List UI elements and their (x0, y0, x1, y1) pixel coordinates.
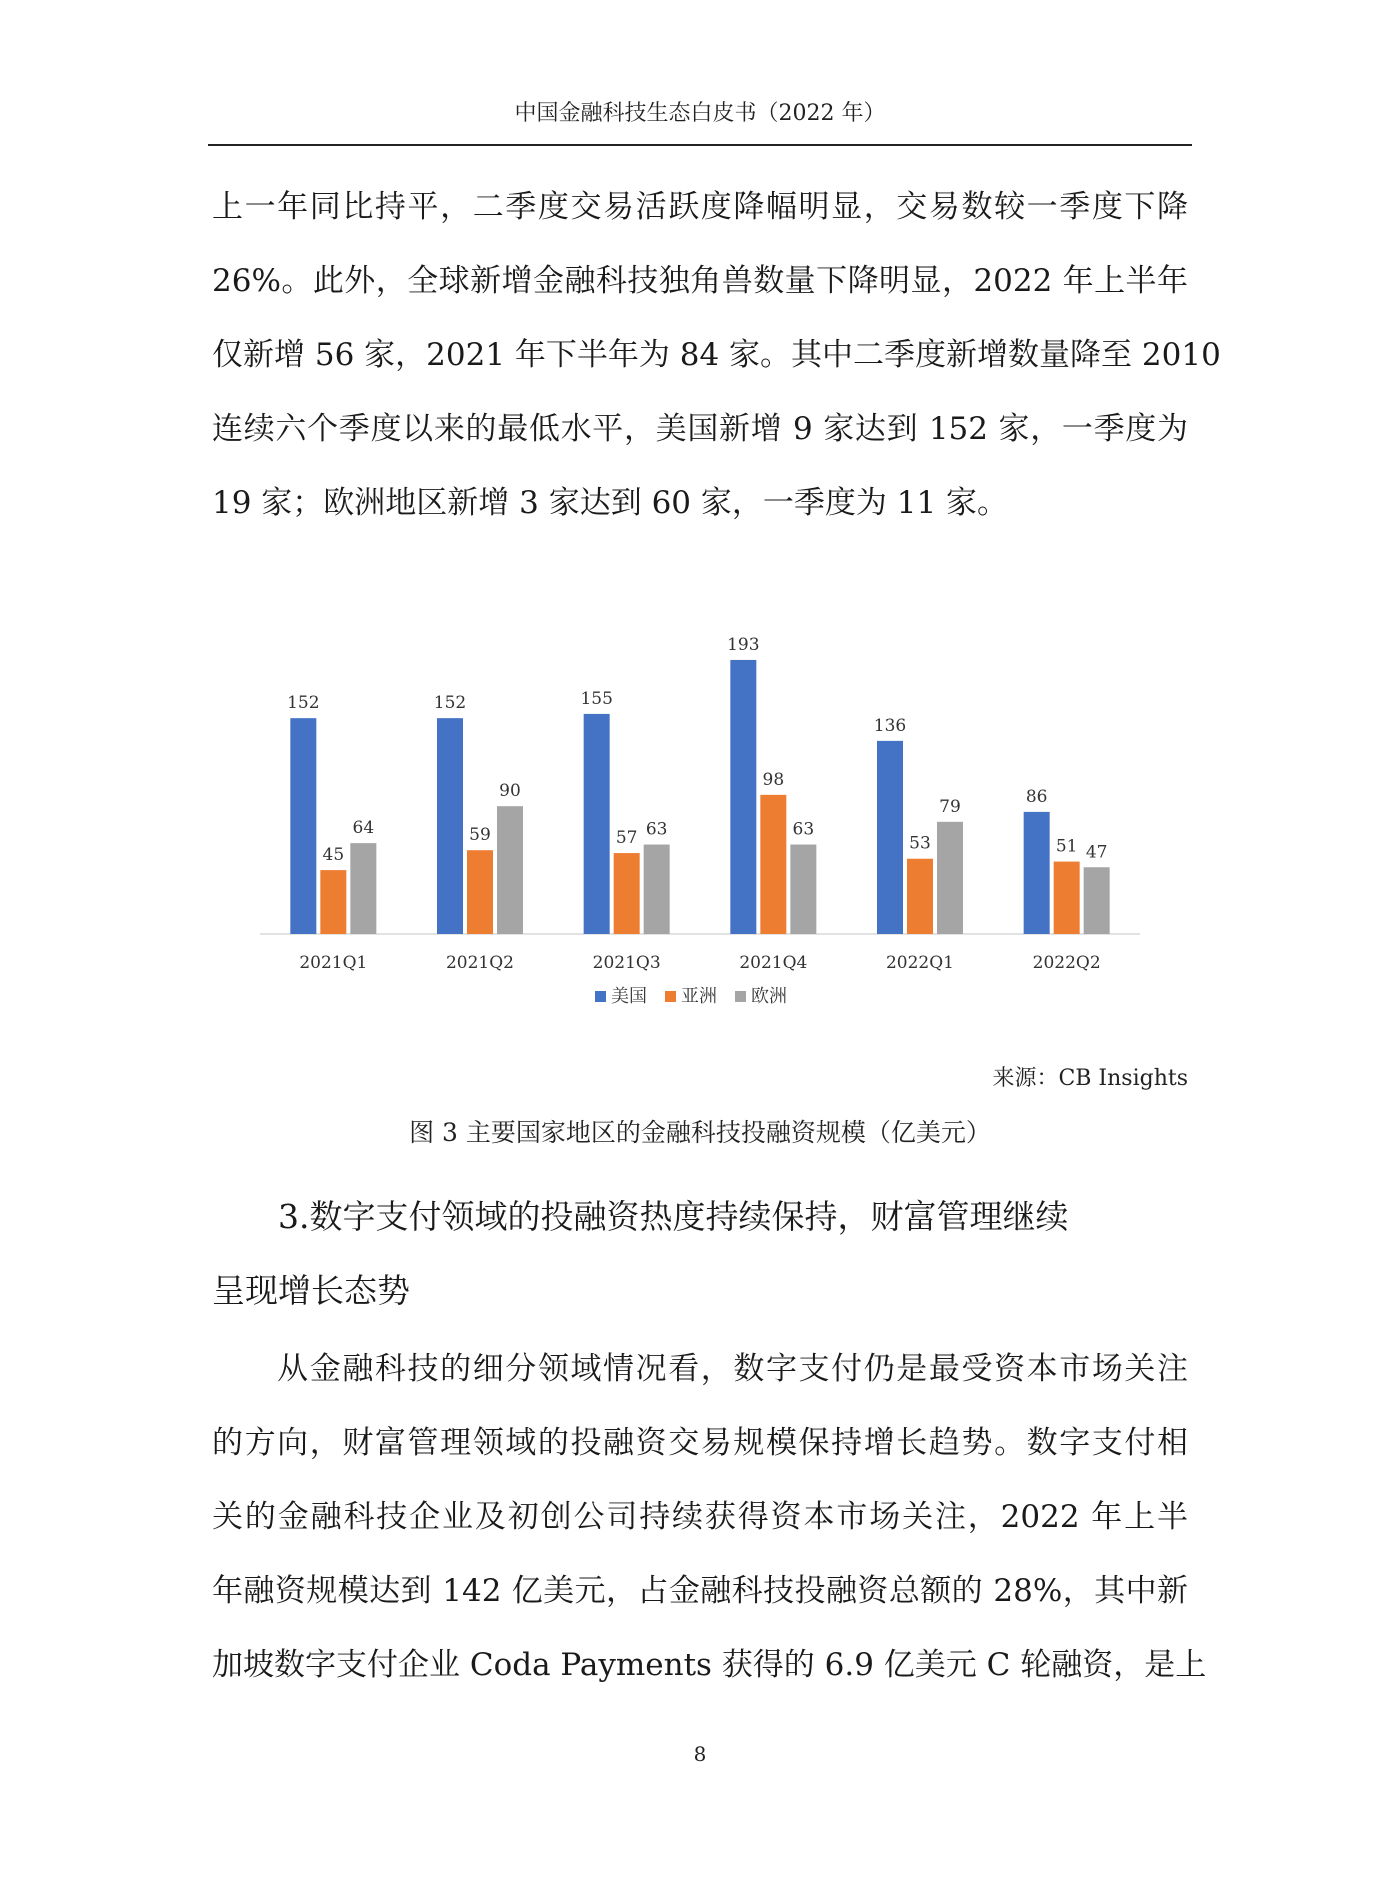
data-label: 64 (352, 818, 375, 839)
data-label: 98 (762, 769, 785, 790)
paragraph-2-line: 的方向，财富管理领域的投融资交易规模保持增长趋势。数字支付相 (212, 1425, 1188, 1461)
bar-美国-2021Q3 (584, 714, 610, 934)
bar-亚洲-2021Q3 (614, 853, 640, 934)
x-tick-label: 2021Q2 (445, 953, 515, 973)
paragraph-1-line: 26%。此外，全球新增金融科技独角兽数量下降明显，2022 年上半年 (212, 263, 1188, 299)
section-heading (212, 1180, 1188, 1328)
page-number: 8 (693, 1742, 707, 1766)
paragraph-2-line: 关的金融科技企业及初创公司持续获得资本市场关注，2022 年上半 (212, 1499, 1188, 1535)
legend-swatch (735, 991, 746, 1002)
page-header: 中国金融科技生态白皮书（2022 年） (514, 101, 886, 126)
section-heading-line: 呈现增长态势 (212, 1271, 410, 1310)
bar-欧洲-2021Q1 (350, 843, 376, 934)
data-label: 57 (615, 828, 638, 849)
bar-chart (250, 600, 1150, 1040)
bar-亚洲-2021Q4 (760, 795, 786, 934)
chart-caption: 图 3 主要国家地区的金融科技投融资规模（亿美元） (409, 1118, 991, 1147)
x-tick-label: 2022Q2 (1032, 953, 1101, 973)
data-label: 63 (645, 819, 668, 840)
data-label: 53 (909, 833, 931, 854)
bar-美国-2021Q1 (290, 718, 316, 934)
data-label: 47 (1085, 842, 1108, 863)
data-label: 45 (322, 845, 345, 866)
paragraph-1 (212, 170, 1221, 540)
x-tick-label: 2021Q1 (299, 953, 368, 973)
bar-欧洲-2022Q2 (1084, 867, 1110, 934)
data-label: 86 (1025, 786, 1048, 807)
data-label: 155 (580, 688, 613, 709)
legend-swatch (595, 991, 606, 1002)
bar-美国-2021Q4 (730, 660, 756, 934)
paragraph-1-line: 仅新增 56 家，2021 年下半年为 84 家。其中二季度新增数量降至 2010 (212, 337, 1221, 373)
bar-亚洲-2022Q1 (907, 859, 933, 934)
bar-美国-2022Q1 (877, 741, 903, 934)
header-rule (208, 144, 1192, 146)
paragraph-2 (212, 1332, 1207, 1702)
bar-亚洲-2021Q2 (467, 850, 493, 934)
data-label: 59 (469, 825, 491, 846)
data-label: 152 (433, 693, 467, 714)
bar-亚洲-2022Q2 (1054, 862, 1080, 934)
section-heading-line: 3.数字支付领域的投融资热度持续保持，财富管理继续 (278, 1197, 1069, 1236)
paragraph-1-line: 上一年同比持平，二季度交易活跃度降幅明显，交易数较一季度下降 (212, 189, 1188, 225)
paragraph-1-line: 19 家；欧洲地区新增 3 家达到 60 家，一季度为 11 家。 (212, 485, 1009, 521)
bar-欧洲-2021Q2 (497, 806, 523, 934)
x-tick-label: 2021Q4 (739, 953, 808, 973)
paragraph-2-line: 加坡数字支付企业 Coda Payments 获得的 6.9 亿美元 C 轮融资，是上 (212, 1647, 1207, 1683)
data-label: 193 (727, 634, 760, 655)
data-label: 63 (792, 819, 815, 840)
bar-欧洲-2021Q3 (644, 845, 670, 934)
bar-亚洲-2021Q1 (320, 870, 346, 934)
data-label: 90 (499, 781, 521, 802)
data-label: 152 (287, 693, 320, 714)
bar-chart-svg (250, 600, 1150, 1040)
paragraph-2-line: 年融资规模达到 142 亿美元，占金融科技投融资总额的 28%，其中新 (212, 1573, 1188, 1609)
data-label: 51 (1055, 836, 1078, 857)
paragraph-2-line: 从金融科技的细分领域情况看，数字支付仍是最受资本市场关注 (212, 1351, 1188, 1387)
bar-欧洲-2021Q4 (790, 845, 816, 934)
x-tick-label: 2021Q3 (592, 953, 661, 973)
legend-label: 美国 (611, 986, 647, 1007)
legend-swatch (665, 991, 676, 1002)
x-tick-label: 2022Q1 (885, 953, 955, 973)
bar-美国-2021Q2 (437, 718, 463, 934)
legend-label: 欧洲 (751, 986, 787, 1007)
bar-欧洲-2022Q1 (937, 822, 963, 934)
data-label: 79 (939, 796, 961, 817)
bar-美国-2022Q2 (1024, 812, 1050, 934)
legend-label: 亚洲 (681, 986, 717, 1007)
data-label: 136 (873, 715, 907, 736)
paragraph-1-line: 连续六个季度以来的最低水平，美国新增 9 家达到 152 家，一季度为 (212, 411, 1188, 447)
chart-source: 来源：CB Insights (992, 1066, 1188, 1091)
